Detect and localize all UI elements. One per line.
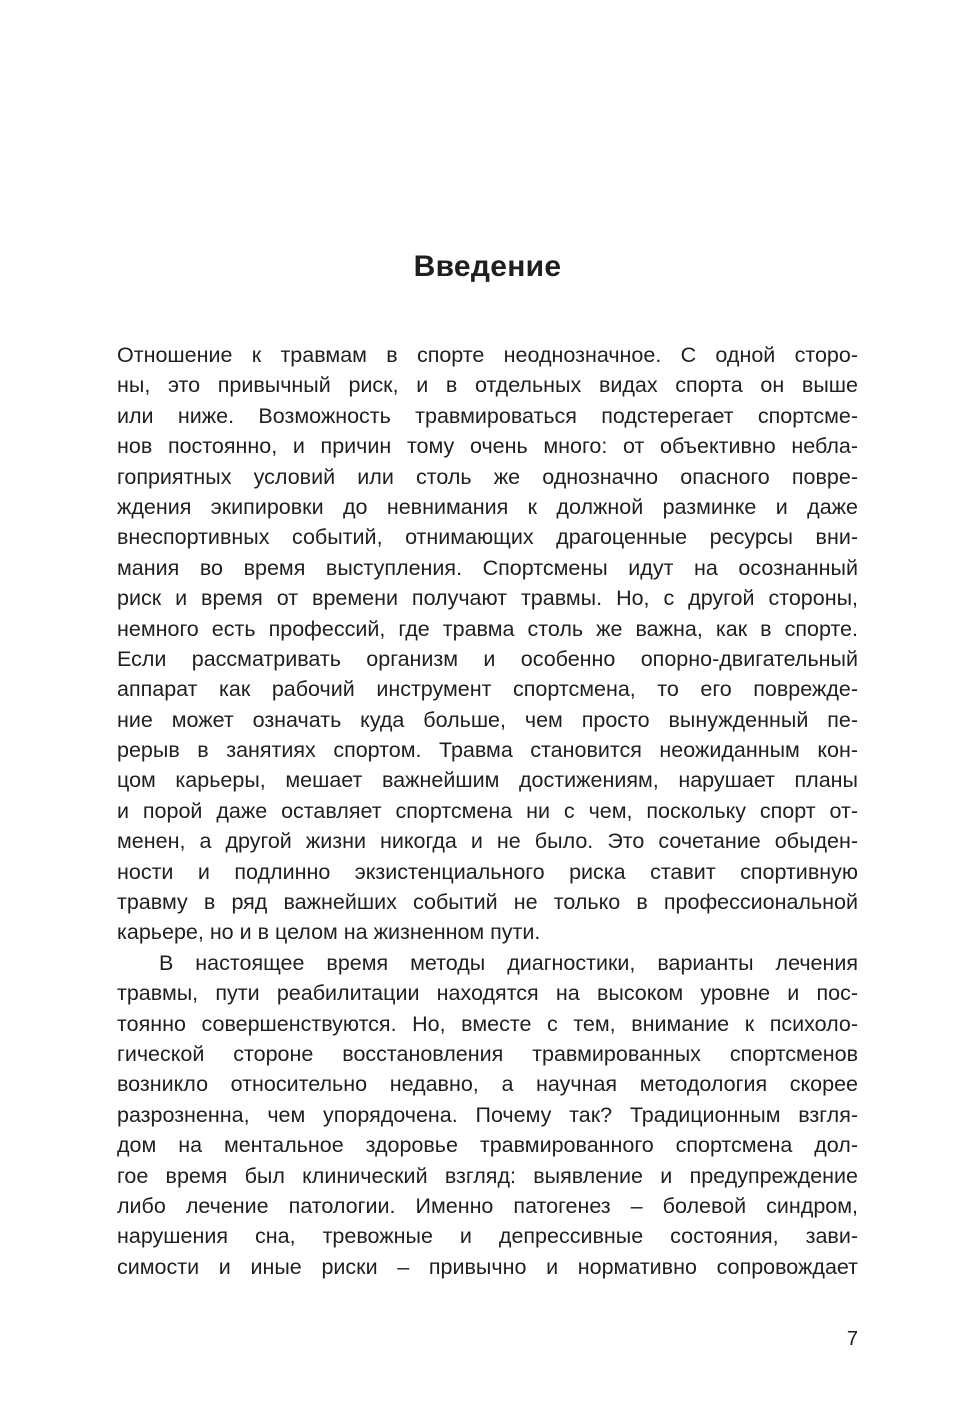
page-number: 7 (846, 1328, 858, 1350)
paragraph-2 (117, 948, 858, 1282)
text-line: нов постоянно, и причин тому очень много: от объективно небла- (117, 434, 858, 459)
text-line: симости и иные риски – привычно и нормативно сопровождает (117, 1254, 858, 1279)
text-line: или ниже. Возможность травмироваться подстерегает спортсме- (117, 403, 858, 428)
text-line: мания во время выступления. Спортсмены идут на осознанный (117, 555, 858, 580)
text-line: аппарат как рабочий инструмент спортсмена, то его поврежде- (117, 677, 858, 702)
text-line: ние может означать куда больше, чем просто вынужденный пе- (117, 707, 858, 732)
text-line: тоянно совершенствуются. Но, вместе с тем, внимание к психоло- (117, 1011, 858, 1036)
text-line: рерыв в занятиях спортом. Травма становится неожиданным кон- (117, 738, 858, 763)
text-line: нарушения сна, тревожные и депрессивные состояния, зави- (117, 1224, 858, 1249)
text-line: возникло относительно недавно, а научная методология скорее (117, 1072, 858, 1097)
text-line: риск и время от времени получают травмы. Но, с другой стороны, (117, 586, 858, 611)
text-line: гической стороне восстановления травмированных спортсменов (117, 1041, 858, 1066)
text-line: и порой даже оставляет спортсмена ни с чем, поскольку спорт от- (117, 798, 858, 823)
text-line: внеспортивных событий, отнимающих драгоценные ресурсы вни- (117, 525, 858, 550)
text-line: В настоящее время методы диагностики, варианты лечения (159, 950, 858, 975)
text-line: менен, а другой жизни никогда и не было. Это сочетание обыден- (117, 829, 858, 854)
text-line: гоприятных условий или столь же однозначно опасного повре- (117, 464, 858, 489)
paragraph-1 (117, 340, 858, 948)
text-line: травмы, пути реабилитации находятся на высоком уровне и пос- (117, 981, 858, 1006)
body-text (117, 340, 858, 1282)
text-line: ности и подлинно экзистенциального риска ставит спортивную (117, 859, 858, 884)
text-line: ждения экипировки до невнимания к должной разминке и даже (117, 494, 858, 519)
text-line: ны, это привычный риск, и в отдельных видах спорта он выше (117, 373, 858, 398)
text-line: Если рассматривать организм и особенно опорно-двигательный (117, 646, 858, 671)
text-line: дом на ментальное здоровье травмированного спортсмена дол- (117, 1133, 858, 1158)
chapter-title: Введение (413, 250, 562, 283)
text-line: гое время был клинический взгляд: выявление и предупреждение (117, 1163, 858, 1188)
text-line: либо лечение патологии. Именно патогенез – болевой синдром, (117, 1193, 858, 1218)
text-line: Отношение к травмам в спорте неоднозначное. С одной сторо- (117, 343, 858, 367)
text-line: цом карьеры, мешает важнейшим достижениям, нарушает планы (117, 768, 858, 793)
text-line: травму в ряд важнейших событий не только в профессиональной (117, 890, 858, 915)
text-line: разрозненна, чем упорядочена. Почему так? Традиционным взгля- (117, 1102, 858, 1127)
text-line: карьере, но и в целом на жизненном пути. (117, 920, 541, 945)
text-line: немного есть профессий, где травма столь же важна, как в спорте. (117, 616, 858, 641)
